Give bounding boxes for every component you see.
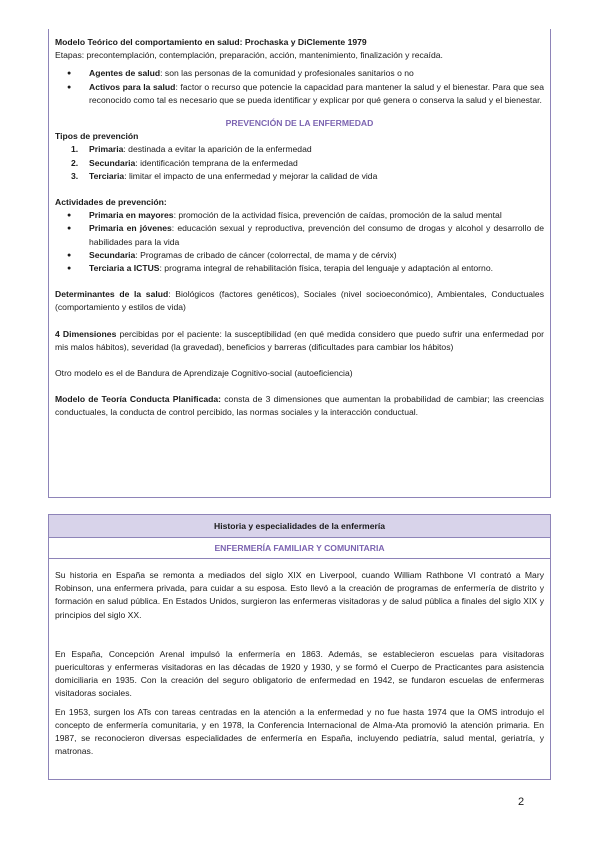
list-item: ● Activos para la salud: factor o recurso que potencie la capacidad para mantener la salud y el bienestar. Para que sea reconocido como tal es necesario que se pueda identificar y explicar por qué genera o conserva la salud y el bienestar. — [55, 81, 544, 107]
health-models-section — [48, 29, 551, 498]
types-heading: Tipos de prevención — [55, 131, 139, 142]
community-nursing-heading: ENFERMERÍA FAMILIAR Y COMUNITARIA — [49, 538, 550, 559]
prevention-heading: PREVENCIÓN DE LA ENFERMEDAD — [225, 118, 374, 129]
list-item: 1. Primaria: destinada a evitar la aparición de la enfermedad — [71, 144, 312, 155]
list-item: ● Secundaria: Programas de cribado de cáncer (colorrectal, de mama y de cérvix) — [55, 249, 544, 262]
page-number: 2 — [518, 796, 525, 808]
list-item: ● Terciaria a ICTUS: programa integral de rehabilitación física, terapia del lenguaje y adaptación al entorno. — [55, 262, 544, 275]
planned-behavior-paragraph: Modelo de Teoría Conducta Planificada: consta de 3 dimensiones que aumentan la probabilidad de cambiar; las creencias conductuales, la conducta de control percibido, las normas sociales y la interacción conductual. — [55, 394, 544, 418]
model-title: Modelo Teórico del comportamiento en salud: Prochaska y DiClemente 1979 — [55, 37, 367, 47]
list-item: 2. Secundaria: identificación temprana de la enfermedad — [71, 157, 298, 168]
history-paragraph-2: En España, Concepción Arenal impulsó la enfermería en 1863. Además, se establecieron escuelas para visitadoras puericultoras y enfermeras visitadoras en las décadas de 1920 y 1930, y se formó el Cuerpo de Practicantes para asistencia domiciliaria en 1935. Con la creación del seguro obligatorio de enfermedad en 1942, se fundaron escuelas de enfermeras visitadoras sociales. — [55, 648, 544, 699]
section-header: Historia y especialidades de la enfermería — [49, 515, 550, 538]
dimensions-paragraph: 4 Dimensiones percibidas por el paciente: la susceptibilidad (en qué medida considero que puedo sufrir una enfermedad por mis malos hábitos), severidad (la gravedad), beneficios y barreras (dificultades para cambiar los hábitos) — [55, 328, 545, 352]
stages-line: Etapas: precontemplación, contemplación, preparación, acción, mantenimiento, finalización y recaída. — [55, 50, 443, 61]
prevention-types-list — [55, 143, 544, 183]
nursing-history-section — [48, 514, 551, 780]
bandura-paragraph: Otro modelo es el de Bandura de Aprendizaje Cognitivo-social (autoeficiencia) — [55, 368, 353, 379]
list-item: 3. Terciaria: limitar el impacto de una enfermedad y mejorar la calidad de vida — [71, 170, 378, 181]
prevention-activities-list — [55, 209, 544, 275]
history-paragraph-3: En 1953, surgen los ATs con tareas centradas en la atención a la enfermedad y no fue hasta 1974 que la OMS introdujo el concepto de enfermería comunitaria, y en 1978, la Conferencia Internacional de Alma-Ata promovió la atención primaria. En 1987, se reconocieron diversas especialidades de enfermería en España, incluyendo pediatría, salud mental, geriatría, y matronas. — [55, 706, 544, 757]
list-item: ● Agentes de salud: son las personas de la comunidad y profesionales sanitarios o no — [55, 67, 544, 80]
activities-heading: Actividades de prevención: — [55, 197, 167, 208]
history-paragraph-1: Su historia en España se remonta a mediados del siglo XIX en Liverpool, cuando William Rathbone VI contrató a Mary Robinson, una enfermera privada, para cuidar a su esposa. Esto llevó a la creación de programas de enfermería de distrito y formación en salud pública. En Estados Unidos, surgieron las enfermeras visitadoras y de salud pública a finales del siglo XIX y principios del siglo XX. — [55, 570, 544, 620]
list-item: ● Primaria en mayores: promoción de la actividad física, prevención de caídas, promoción de la salud mental — [55, 209, 544, 222]
determinants-paragraph: Determinantes de la salud: Biológicos (factores genéticos), Sociales (nivel socioeconómico), Ambientales, Conductuales (comportamiento y estilos de vida) — [55, 289, 544, 313]
agents-list — [55, 67, 544, 107]
list-item: ● Primaria en jóvenes: educación sexual y reproductiva, prevención del consumo de drogas y alcohol y desarrollo de habilidades para la vida — [55, 222, 544, 248]
